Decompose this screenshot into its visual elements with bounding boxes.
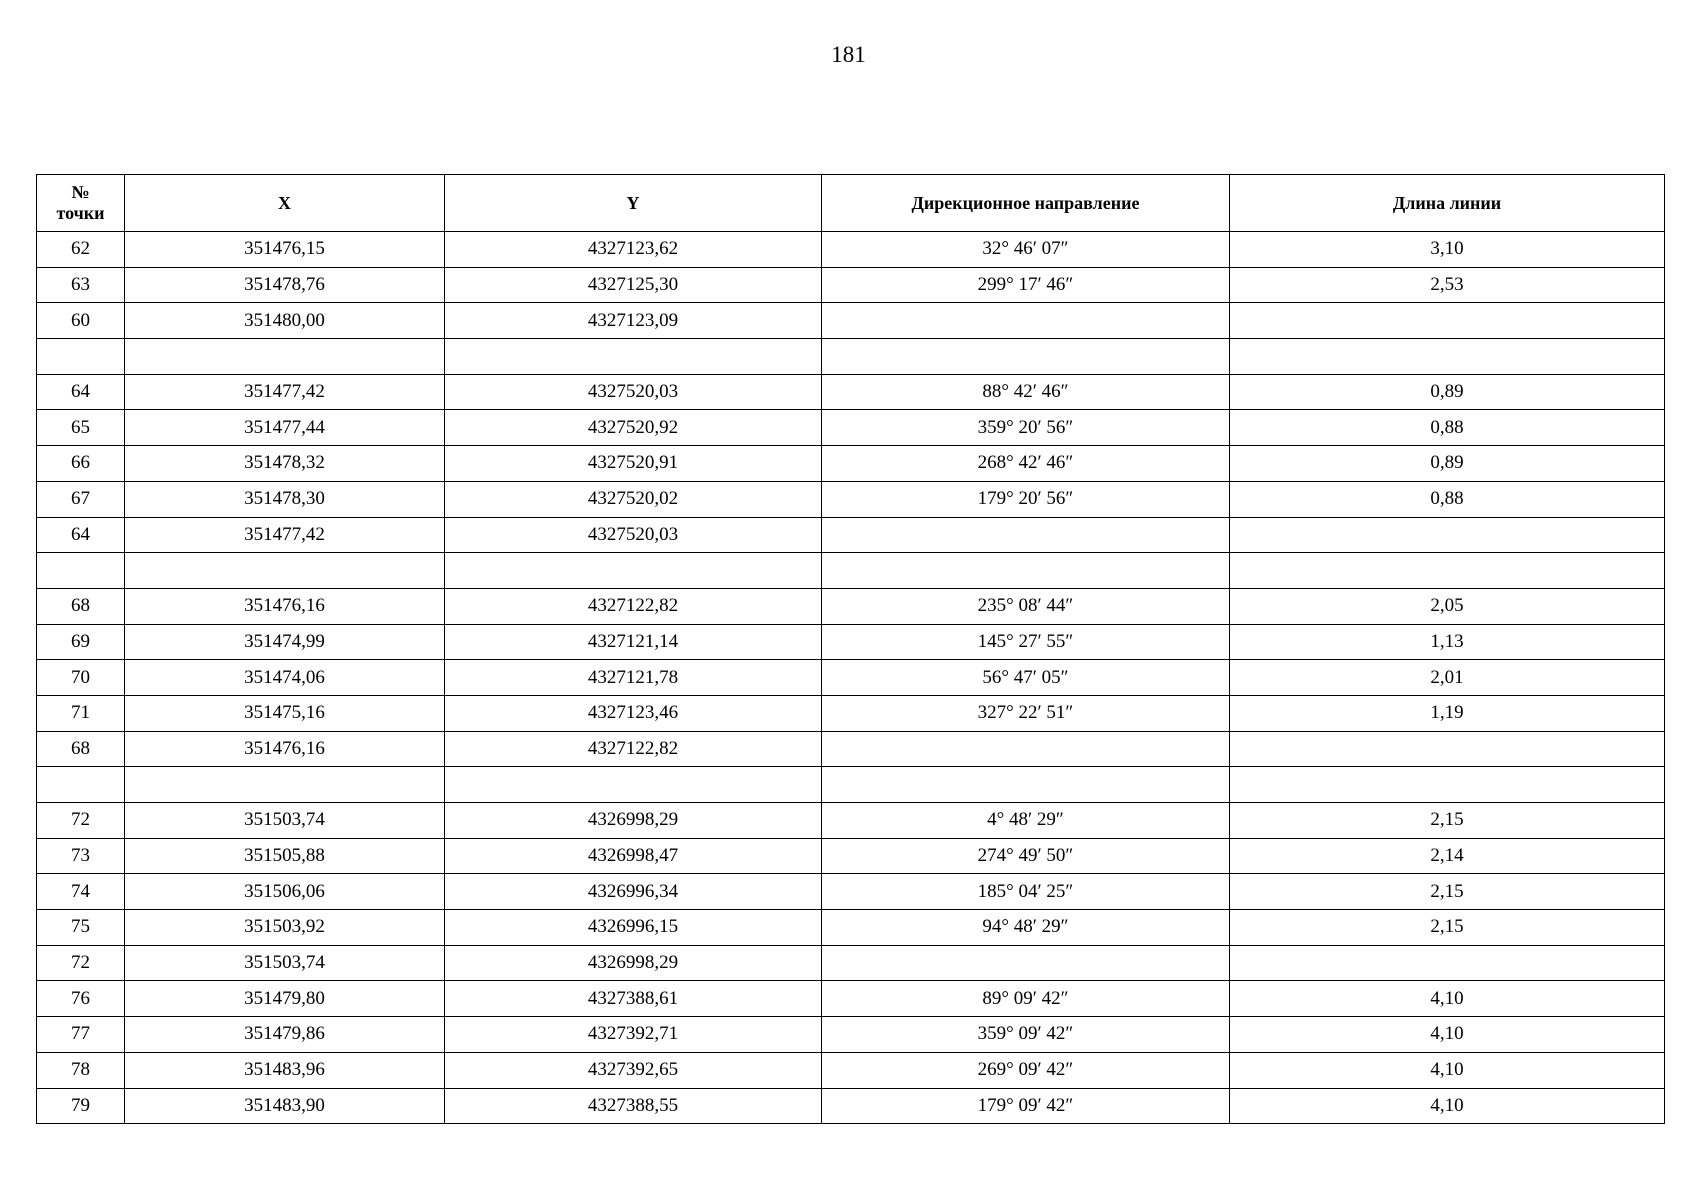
cell-length: 2,15	[1230, 874, 1665, 910]
cell-direction: 185° 04′ 25″	[822, 874, 1230, 910]
header-y: Y	[445, 175, 822, 232]
cell-length: 0,89	[1230, 374, 1665, 410]
cell-point-number: 78	[37, 1052, 125, 1088]
cell-direction: 88° 42′ 46″	[822, 374, 1230, 410]
cell-point-number	[37, 339, 125, 375]
cell-length	[1230, 945, 1665, 981]
cell-point-number	[37, 767, 125, 803]
cell-x: 351479,86	[125, 1017, 445, 1053]
cell-y: 4327122,82	[445, 588, 822, 624]
cell-direction: 268° 42′ 46″	[822, 446, 1230, 482]
cell-x: 351478,32	[125, 446, 445, 482]
cell-y: 4327123,09	[445, 303, 822, 339]
cell-x: 351506,06	[125, 874, 445, 910]
header-point-number-line1: №	[71, 182, 90, 202]
cell-point-number: 60	[37, 303, 125, 339]
table-row	[37, 410, 1665, 446]
cell-x: 351479,80	[125, 981, 445, 1017]
table-row	[37, 695, 1665, 731]
cell-direction: 56° 47′ 05″	[822, 660, 1230, 696]
table-row	[37, 1052, 1665, 1088]
cell-length	[1230, 303, 1665, 339]
header-point-number-line2: точки	[56, 203, 105, 223]
table-row	[37, 1017, 1665, 1053]
cell-direction: 179° 20′ 56″	[822, 481, 1230, 517]
cell-length: 2,14	[1230, 838, 1665, 874]
cell-x: 351478,76	[125, 267, 445, 303]
cell-point-number: 73	[37, 838, 125, 874]
cell-direction: 179° 09′ 42″	[822, 1088, 1230, 1124]
cell-point-number: 70	[37, 660, 125, 696]
cell-point-number: 74	[37, 874, 125, 910]
cell-x: 351477,44	[125, 410, 445, 446]
cell-direction: 235° 08′ 44″	[822, 588, 1230, 624]
table-row	[37, 910, 1665, 946]
cell-y: 4327121,14	[445, 624, 822, 660]
cell-point-number	[37, 553, 125, 589]
cell-length: 2,15	[1230, 803, 1665, 839]
cell-x	[125, 767, 445, 803]
cell-length: 0,88	[1230, 481, 1665, 517]
table-body	[37, 232, 1665, 1124]
cell-point-number: 64	[37, 517, 125, 553]
table-row	[37, 553, 1665, 589]
table-row	[37, 838, 1665, 874]
cell-direction: 359° 09′ 42″	[822, 1017, 1230, 1053]
cell-x: 351480,00	[125, 303, 445, 339]
table-row	[37, 767, 1665, 803]
cell-y: 4326996,15	[445, 910, 822, 946]
cell-length: 4,10	[1230, 1052, 1665, 1088]
cell-direction: 32° 46′ 07″	[822, 232, 1230, 268]
cell-x: 351477,42	[125, 517, 445, 553]
cell-y	[445, 339, 822, 375]
cell-point-number: 72	[37, 945, 125, 981]
cell-direction: 274° 49′ 50″	[822, 838, 1230, 874]
cell-y: 4327520,03	[445, 517, 822, 553]
table-row	[37, 374, 1665, 410]
table-row	[37, 731, 1665, 767]
cell-point-number: 77	[37, 1017, 125, 1053]
cell-x	[125, 553, 445, 589]
cell-direction	[822, 767, 1230, 803]
cell-x: 351476,15	[125, 232, 445, 268]
cell-direction	[822, 517, 1230, 553]
table-row	[37, 945, 1665, 981]
cell-x: 351476,16	[125, 731, 445, 767]
cell-length	[1230, 767, 1665, 803]
table-row	[37, 232, 1665, 268]
cell-y: 4326996,34	[445, 874, 822, 910]
table-header	[37, 175, 1665, 232]
cell-point-number: 71	[37, 695, 125, 731]
cell-x	[125, 339, 445, 375]
header-row	[37, 175, 1665, 232]
cell-y: 4327520,91	[445, 446, 822, 482]
cell-length: 2,01	[1230, 660, 1665, 696]
cell-length	[1230, 731, 1665, 767]
cell-x: 351475,16	[125, 695, 445, 731]
table-row	[37, 303, 1665, 339]
cell-y: 4327388,61	[445, 981, 822, 1017]
cell-y: 4327123,46	[445, 695, 822, 731]
cell-x: 351483,96	[125, 1052, 445, 1088]
cell-x: 351474,99	[125, 624, 445, 660]
table-row	[37, 874, 1665, 910]
table-row	[37, 588, 1665, 624]
cell-point-number: 67	[37, 481, 125, 517]
cell-direction: 145° 27′ 55″	[822, 624, 1230, 660]
table-row	[37, 1088, 1665, 1124]
cell-x: 351503,92	[125, 910, 445, 946]
header-point-number	[37, 175, 125, 232]
cell-x: 351477,42	[125, 374, 445, 410]
cell-length	[1230, 517, 1665, 553]
cell-length: 2,05	[1230, 588, 1665, 624]
coordinates-table	[36, 174, 1665, 1124]
cell-y: 4326998,29	[445, 945, 822, 981]
cell-direction: 359° 20′ 56″	[822, 410, 1230, 446]
cell-direction: 269° 09′ 42″	[822, 1052, 1230, 1088]
cell-direction: 94° 48′ 29″	[822, 910, 1230, 946]
page-number: 181	[831, 42, 866, 67]
cell-x: 351503,74	[125, 803, 445, 839]
cell-length: 0,89	[1230, 446, 1665, 482]
cell-length: 4,10	[1230, 1088, 1665, 1124]
cell-point-number: 63	[37, 267, 125, 303]
cell-y: 4327392,71	[445, 1017, 822, 1053]
cell-direction	[822, 553, 1230, 589]
cell-point-number: 68	[37, 731, 125, 767]
cell-y: 4326998,47	[445, 838, 822, 874]
cell-y	[445, 767, 822, 803]
cell-length: 4,10	[1230, 1017, 1665, 1053]
cell-direction	[822, 339, 1230, 375]
table-row	[37, 981, 1665, 1017]
cell-y: 4327520,03	[445, 374, 822, 410]
cell-point-number: 69	[37, 624, 125, 660]
cell-length: 4,10	[1230, 981, 1665, 1017]
cell-direction	[822, 731, 1230, 767]
cell-y: 4327388,55	[445, 1088, 822, 1124]
cell-y: 4327520,92	[445, 410, 822, 446]
cell-x: 351474,06	[125, 660, 445, 696]
cell-y: 4327520,02	[445, 481, 822, 517]
cell-point-number: 72	[37, 803, 125, 839]
cell-y: 4327125,30	[445, 267, 822, 303]
header-direction: Дирекционное направление	[822, 175, 1230, 232]
table-row	[37, 481, 1665, 517]
cell-point-number: 68	[37, 588, 125, 624]
cell-x: 351483,90	[125, 1088, 445, 1124]
cell-point-number: 62	[37, 232, 125, 268]
cell-point-number: 76	[37, 981, 125, 1017]
cell-point-number: 66	[37, 446, 125, 482]
cell-point-number: 79	[37, 1088, 125, 1124]
cell-y: 4327122,82	[445, 731, 822, 767]
cell-length: 2,15	[1230, 910, 1665, 946]
table-row	[37, 517, 1665, 553]
cell-y	[445, 553, 822, 589]
cell-x: 351503,74	[125, 945, 445, 981]
cell-direction: 4° 48′ 29″	[822, 803, 1230, 839]
cell-point-number: 65	[37, 410, 125, 446]
table-row	[37, 803, 1665, 839]
cell-length: 2,53	[1230, 267, 1665, 303]
cell-length: 3,10	[1230, 232, 1665, 268]
table-row	[37, 339, 1665, 375]
table-row	[37, 446, 1665, 482]
cell-point-number: 64	[37, 374, 125, 410]
cell-length: 0,88	[1230, 410, 1665, 446]
cell-direction: 327° 22′ 51″	[822, 695, 1230, 731]
cell-y: 4327392,65	[445, 1052, 822, 1088]
cell-direction: 89° 09′ 42″	[822, 981, 1230, 1017]
table-row	[37, 660, 1665, 696]
table-row	[37, 624, 1665, 660]
cell-x: 351476,16	[125, 588, 445, 624]
table-row	[37, 267, 1665, 303]
header-x: X	[125, 175, 445, 232]
cell-direction	[822, 945, 1230, 981]
cell-direction	[822, 303, 1230, 339]
cell-y: 4327123,62	[445, 232, 822, 268]
cell-y: 4326998,29	[445, 803, 822, 839]
header-length: Длина линии	[1230, 175, 1665, 232]
cell-x: 351478,30	[125, 481, 445, 517]
cell-direction: 299° 17′ 46″	[822, 267, 1230, 303]
cell-point-number: 75	[37, 910, 125, 946]
cell-y: 4327121,78	[445, 660, 822, 696]
cell-x: 351505,88	[125, 838, 445, 874]
cell-length	[1230, 553, 1665, 589]
cell-length	[1230, 339, 1665, 375]
cell-length: 1,13	[1230, 624, 1665, 660]
cell-length: 1,19	[1230, 695, 1665, 731]
